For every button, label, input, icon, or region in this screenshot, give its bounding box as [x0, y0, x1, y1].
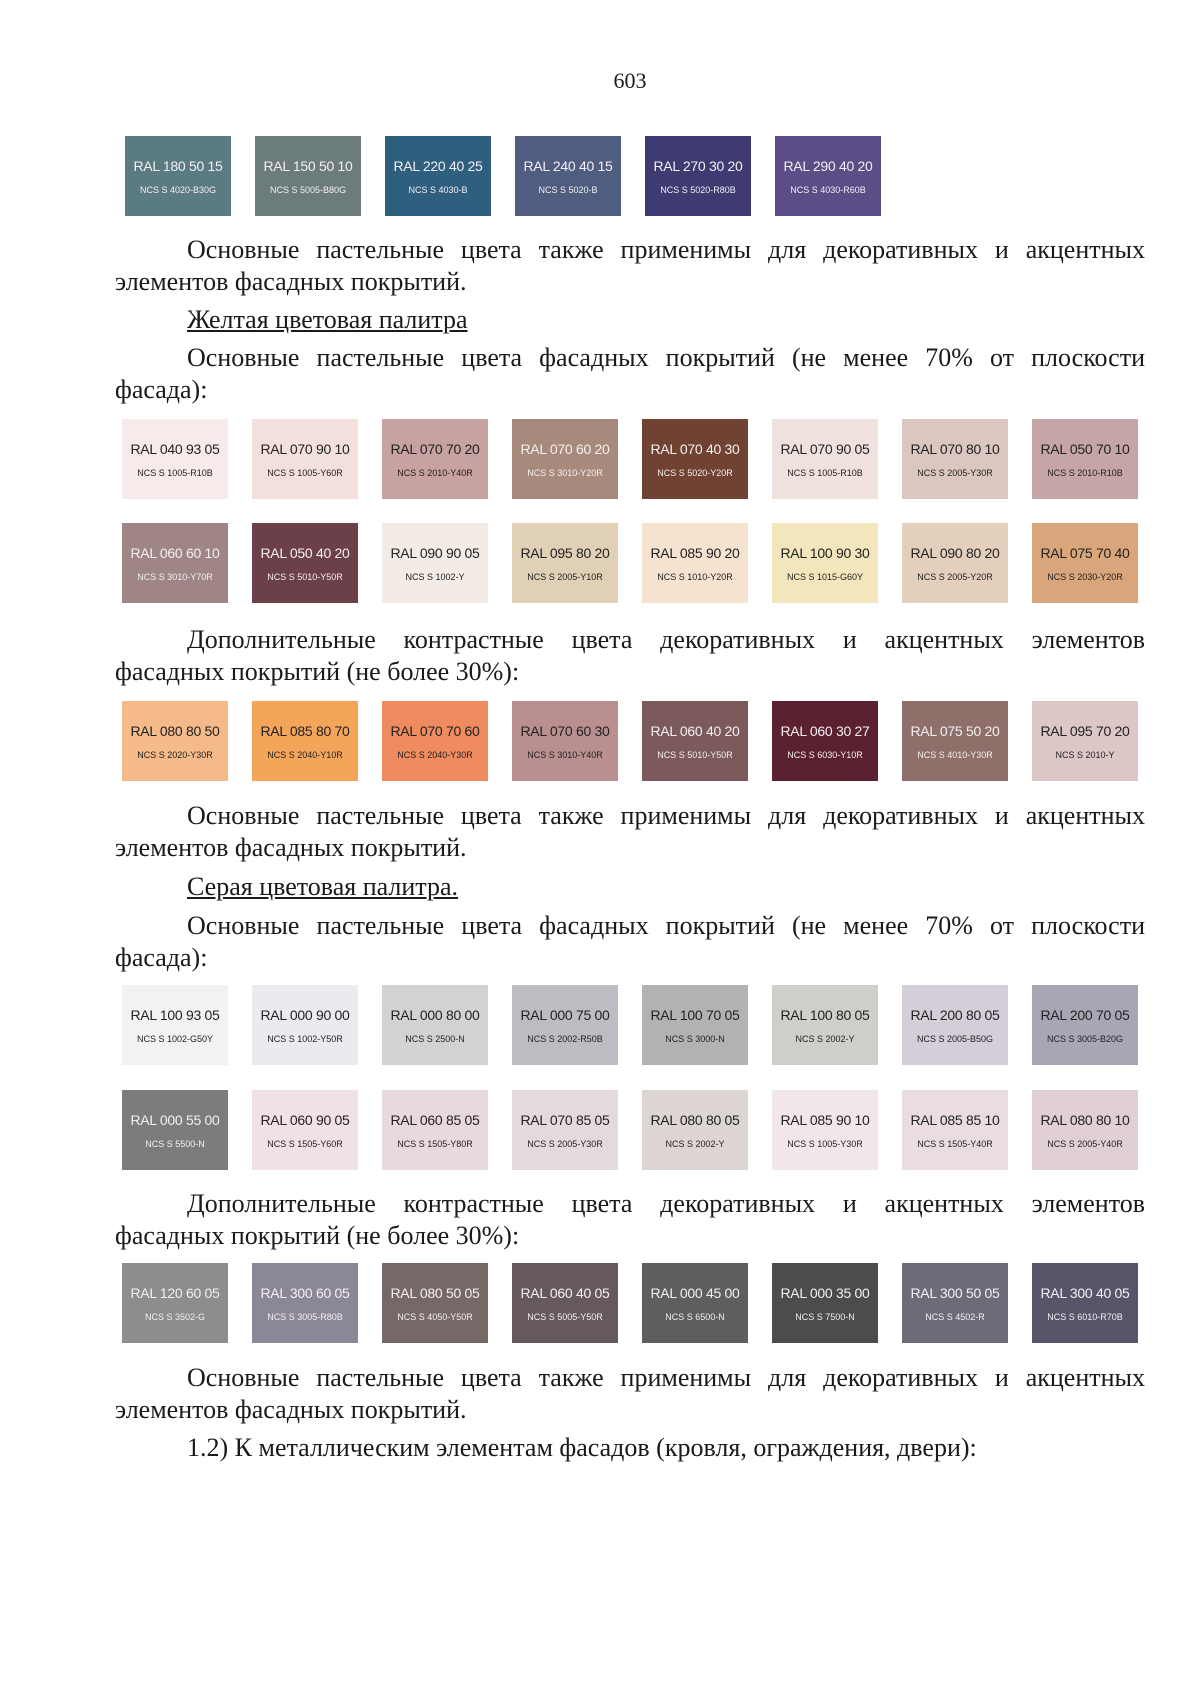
ncs-code: NCS S 5020-Y20R: [657, 467, 733, 478]
color-swatch: [252, 1263, 358, 1343]
ncs-code: NCS S 2010-Y40R: [397, 467, 473, 478]
ral-code: RAL 060 60 10: [130, 544, 220, 561]
ncs-code: NCS S 2002-Y: [795, 1033, 855, 1044]
ral-code: RAL 100 90 30: [780, 544, 870, 561]
ral-code: RAL 050 40 20: [260, 544, 350, 561]
ral-code: RAL 070 85 05: [520, 1111, 610, 1128]
ncs-code: NCS S 1005-Y30R: [787, 1138, 863, 1149]
color-swatch: [902, 1263, 1008, 1343]
paragraph-8: 1.2) К металлическим элементам фасадов (кровля, ограждения, двери):: [187, 1433, 977, 1462]
color-swatch: [1032, 523, 1138, 603]
ncs-code: NCS S 4050-Y50R: [397, 1311, 473, 1322]
paragraph-1: Основные пастельные цвета также применимы для декоративных и акцентных элементов фасадных покрытий.: [115, 235, 1145, 296]
ncs-code: NCS S 2005-B50G: [916, 1033, 994, 1044]
ral-code: RAL 080 80 10: [1040, 1111, 1130, 1128]
paragraph-3: Дополнительные контрастные цвета декоративных и акцентных элементов фасадных покрытий (не более 30%):: [115, 625, 1145, 686]
color-swatch: [382, 419, 488, 499]
ral-code: RAL 100 70 05: [650, 1006, 740, 1023]
ral-code: RAL 300 40 05: [1040, 1284, 1130, 1301]
ncs-code: NCS S 2010-Y: [1055, 749, 1115, 760]
color-swatch: [902, 523, 1008, 603]
ral-code: RAL 180 50 15: [133, 157, 223, 174]
ral-code: RAL 060 30 27: [780, 722, 870, 739]
ncs-code: NCS S 4020-B30G: [139, 184, 217, 195]
ncs-code: NCS S 6010-R70B: [1047, 1311, 1123, 1322]
ncs-code: NCS S 5005-B80G: [269, 184, 347, 195]
color-swatch: [772, 1263, 878, 1343]
ncs-code: NCS S 2005-Y10R: [527, 571, 603, 582]
ral-code: RAL 070 80 10: [910, 440, 1000, 457]
ncs-code: NCS S 2005-Y30R: [527, 1138, 603, 1149]
ral-code: RAL 220 40 25: [393, 157, 483, 174]
swatch-row-grey-main-1: [0, 985, 1200, 1065]
color-swatch: [642, 985, 748, 1065]
ral-code: RAL 000 80 00: [390, 1006, 480, 1023]
color-swatch: [252, 523, 358, 603]
ral-code: RAL 095 80 20: [520, 544, 610, 561]
color-swatch: [775, 136, 881, 216]
ral-code: RAL 070 90 05: [780, 440, 870, 457]
color-swatch: [382, 701, 488, 781]
ncs-code: NCS S 1005-R10B: [787, 467, 863, 478]
ncs-code: NCS S 2500-N: [405, 1033, 465, 1044]
ral-code: RAL 070 90 10: [260, 440, 350, 457]
color-swatch: [382, 1090, 488, 1170]
ral-code: RAL 070 70 20: [390, 440, 480, 457]
color-swatch: [122, 1263, 228, 1343]
ncs-code: NCS S 2005-Y40R: [1047, 1138, 1123, 1149]
ncs-code: NCS S 1015-G60Y: [786, 571, 864, 582]
ncs-code: NCS S 6030-Y10R: [787, 749, 863, 760]
ncs-code: NCS S 2005-Y20R: [917, 571, 993, 582]
ral-code: RAL 070 60 20: [520, 440, 610, 457]
ncs-code: NCS S 1505-Y60R: [267, 1138, 343, 1149]
color-swatch: [772, 419, 878, 499]
ral-code: RAL 060 85 05: [390, 1111, 480, 1128]
ral-code: RAL 075 70 40: [1040, 544, 1130, 561]
color-swatch: [902, 1090, 1008, 1170]
swatch-row-top: [0, 136, 1200, 216]
ral-code: RAL 200 80 05: [910, 1006, 1000, 1023]
ncs-code: NCS S 2010-R10B: [1047, 467, 1123, 478]
ncs-code: NCS S 3005-R80B: [267, 1311, 343, 1322]
swatch-row-yellow-extra: [0, 701, 1200, 781]
ncs-code: NCS S 5020-R80B: [660, 184, 736, 195]
ncs-code: NCS S 1505-Y80R: [397, 1138, 473, 1149]
grey-palette-heading: Серая цветовая палитра.: [187, 872, 459, 901]
ncs-code: NCS S 3010-Y40R: [527, 749, 603, 760]
color-swatch: [1032, 701, 1138, 781]
color-swatch: [382, 985, 488, 1065]
ncs-code: NCS S 4030-B: [408, 184, 468, 195]
paragraph-2: Основные пастельные цвета фасадных покрытий (не менее 70% от плоскости фасада):: [115, 343, 1145, 404]
color-swatch: [512, 1090, 618, 1170]
ncs-code: NCS S 3000-N: [665, 1033, 725, 1044]
swatch-row-yellow-main-1: [0, 419, 1200, 499]
ral-code: RAL 300 60 05: [260, 1284, 350, 1301]
color-swatch: [252, 419, 358, 499]
ncs-code: NCS S 5500-N: [145, 1138, 205, 1149]
color-swatch: [772, 701, 878, 781]
yellow-palette-heading: Желтая цветовая палитра: [187, 305, 468, 334]
color-swatch: [512, 985, 618, 1065]
color-swatch: [382, 1263, 488, 1343]
color-swatch: [252, 985, 358, 1065]
ral-code: RAL 060 40 05: [520, 1284, 610, 1301]
color-swatch: [642, 1090, 748, 1170]
ncs-code: NCS S 2030-Y20R: [1047, 571, 1123, 582]
ral-code: RAL 000 45 00: [650, 1284, 740, 1301]
ncs-code: NCS S 2002-R50B: [527, 1033, 603, 1044]
ral-code: RAL 000 90 00: [260, 1006, 350, 1023]
ral-code: RAL 060 90 05: [260, 1111, 350, 1128]
color-swatch: [1032, 419, 1138, 499]
ncs-code: NCS S 2040-Y10R: [267, 749, 343, 760]
color-swatch: [902, 419, 1008, 499]
color-swatch: [125, 136, 231, 216]
ncs-code: NCS S 4030-R60B: [790, 184, 866, 195]
ral-code: RAL 240 40 15: [523, 157, 613, 174]
ral-code: RAL 080 80 05: [650, 1111, 740, 1128]
ral-code: RAL 085 80 70: [260, 722, 350, 739]
ncs-code: NCS S 4010-Y30R: [917, 749, 993, 760]
color-swatch: [642, 523, 748, 603]
paragraph-7: Основные пастельные цвета также применимы для декоративных и акцентных элементов фасадных покрытий.: [115, 1363, 1145, 1424]
ncs-code: NCS S 2040-Y30R: [397, 749, 473, 760]
ncs-code: NCS S 1005-R10B: [137, 467, 213, 478]
color-swatch: [642, 1263, 748, 1343]
ral-code: RAL 085 90 20: [650, 544, 740, 561]
color-swatch: [122, 523, 228, 603]
ncs-code: NCS S 5010-Y50R: [267, 571, 343, 582]
color-swatch: [255, 136, 361, 216]
color-swatch: [512, 701, 618, 781]
ncs-code: NCS S 1002-Y50R: [267, 1033, 343, 1044]
ral-code: RAL 050 70 10: [1040, 440, 1130, 457]
ral-code: RAL 080 80 50: [130, 722, 220, 739]
color-swatch: [1032, 1263, 1138, 1343]
ral-code: RAL 080 50 05: [390, 1284, 480, 1301]
color-swatch: [1032, 985, 1138, 1065]
paragraph-6: Дополнительные контрастные цвета декоративных и акцентных элементов фасадных покрытий (не более 30%):: [115, 1189, 1145, 1250]
ral-code: RAL 300 50 05: [910, 1284, 1000, 1301]
color-swatch: [902, 985, 1008, 1065]
color-swatch: [252, 701, 358, 781]
swatch-row-yellow-main-2: [0, 523, 1200, 603]
color-swatch: [122, 985, 228, 1065]
ncs-code: NCS S 3005-B20G: [1046, 1033, 1124, 1044]
ral-code: RAL 100 80 05: [780, 1006, 870, 1023]
color-swatch: [642, 701, 748, 781]
color-swatch: [122, 1090, 228, 1170]
color-swatch: [645, 136, 751, 216]
ncs-code: NCS S 6500-N: [665, 1311, 725, 1322]
color-swatch: [122, 419, 228, 499]
ncs-code: NCS S 1010-Y20R: [657, 571, 733, 582]
ncs-code: NCS S 1005-Y60R: [267, 467, 343, 478]
color-swatch: [512, 523, 618, 603]
page-number: 603: [613, 68, 647, 93]
color-swatch: [772, 985, 878, 1065]
ncs-code: NCS S 5005-Y50R: [527, 1311, 603, 1322]
ncs-code: NCS S 5010-Y50R: [657, 749, 733, 760]
color-swatch: [772, 1090, 878, 1170]
color-swatch: [1032, 1090, 1138, 1170]
ncs-code: NCS S 1002-Y: [405, 571, 465, 582]
ral-code: RAL 075 50 20: [910, 722, 1000, 739]
ral-code: RAL 090 90 05: [390, 544, 480, 561]
ncs-code: NCS S 5020-B: [538, 184, 598, 195]
color-swatch: [252, 1090, 358, 1170]
ncs-code: NCS S 3010-Y70R: [137, 571, 213, 582]
ral-code: RAL 060 40 20: [650, 722, 740, 739]
ral-code: RAL 000 35 00: [780, 1284, 870, 1301]
ral-code: RAL 085 90 10: [780, 1111, 870, 1128]
ral-code: RAL 200 70 05: [1040, 1006, 1130, 1023]
swatch-row-grey-main-2: [0, 1090, 1200, 1170]
ncs-code: NCS S 1505-Y40R: [917, 1138, 993, 1149]
ral-code: RAL 000 75 00: [520, 1006, 610, 1023]
paragraph-5: Основные пастельные цвета фасадных покрытий (не менее 70% от плоскости фасада):: [115, 911, 1145, 972]
ral-code: RAL 085 85 10: [910, 1111, 1000, 1128]
color-swatch: [642, 419, 748, 499]
color-swatch: [512, 1263, 618, 1343]
swatch-row-grey-extra: [0, 1263, 1200, 1343]
ral-code: RAL 150 50 10: [263, 157, 353, 174]
paragraph-4: Основные пастельные цвета также применимы для декоративных и акцентных элементов фасадных покрытий.: [115, 801, 1145, 862]
color-swatch: [385, 136, 491, 216]
ral-code: RAL 120 60 05: [130, 1284, 220, 1301]
ncs-code: NCS S 1002-G50Y: [136, 1033, 214, 1044]
color-swatch: [512, 419, 618, 499]
ral-code: RAL 270 30 20: [653, 157, 743, 174]
ncs-code: NCS S 2002-Y: [665, 1138, 725, 1149]
ncs-code: NCS S 2005-Y30R: [917, 467, 993, 478]
ral-code: RAL 290 40 20: [783, 157, 873, 174]
ral-code: RAL 090 80 20: [910, 544, 1000, 561]
color-swatch: [772, 523, 878, 603]
ral-code: RAL 000 55 00: [130, 1111, 220, 1128]
color-swatch: [515, 136, 621, 216]
color-swatch: [902, 701, 1008, 781]
ral-code: RAL 040 93 05: [130, 440, 220, 457]
ral-code: RAL 070 60 30: [520, 722, 610, 739]
ncs-code: NCS S 7500-N: [795, 1311, 855, 1322]
ncs-code: NCS S 4502-R: [925, 1311, 985, 1322]
ral-code: RAL 070 40 30: [650, 440, 740, 457]
ral-code: RAL 100 93 05: [130, 1006, 220, 1023]
ral-code: RAL 095 70 20: [1040, 722, 1130, 739]
ncs-code: NCS S 3010-Y20R: [527, 467, 603, 478]
ncs-code: NCS S 2020-Y30R: [137, 749, 213, 760]
color-swatch: [122, 701, 228, 781]
color-swatch: [382, 523, 488, 603]
ral-code: RAL 070 70 60: [390, 722, 480, 739]
ncs-code: NCS S 3502-G: [144, 1311, 206, 1322]
